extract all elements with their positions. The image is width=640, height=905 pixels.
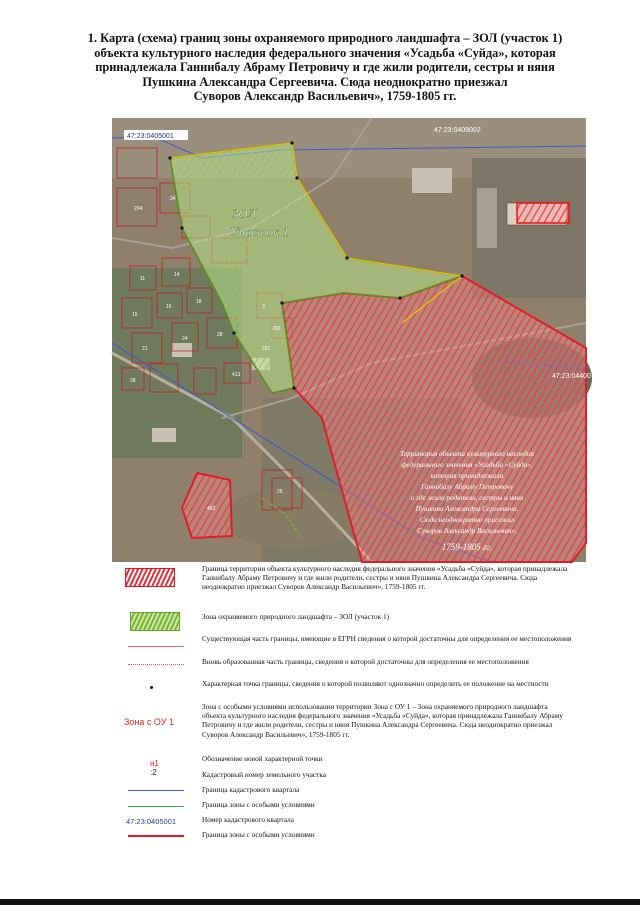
svg-text:Сюда неоднократно приезжал: Сюда неоднократно приезжал <box>419 516 515 524</box>
title-line-2: объекта культурного наследия федерального значения «Усадьба «Суйда», которая <box>94 45 556 60</box>
svg-text:413: 413 <box>232 372 241 378</box>
svg-text:14: 14 <box>174 272 180 278</box>
legend-kv-number-label: 47:23:0405001 <box>126 817 177 826</box>
legend-text-2: Зона охраняемого природного ландшафта – ЗОЛ (участок 1) <box>202 612 390 621</box>
legend-new-point-label: н1 <box>150 759 159 768</box>
svg-text:и где жили родители, сестры и: и где жили родители, сестры и няня <box>410 494 524 502</box>
legend-text-10: Граница зоны с особыми условиями <box>202 800 315 809</box>
title-line-4: Пушкина Александра Сергеевича. Сюда неоднократно приезжал <box>142 74 508 89</box>
map-view[interactable] <box>112 118 591 562</box>
legend-text-7: Обозначение новой характерной точки <box>202 754 323 763</box>
svg-text:18: 18 <box>196 299 202 305</box>
kv-label-1: 47:23:0405001 <box>127 133 174 140</box>
svg-text:28: 28 <box>217 332 223 338</box>
map-title <box>30 31 620 104</box>
industrial-outline <box>517 203 569 223</box>
svg-text:15: 15 <box>132 312 138 318</box>
legend-dotted-line-icon <box>128 664 184 665</box>
svg-text:Суворов Александр Васильевич»,: Суворов Александр Васильевич», <box>417 527 517 535</box>
svg-text:462: 462 <box>207 506 216 512</box>
svg-text:Пушкина Александра Сергеевича.: Пушкина Александра Сергеевича. <box>415 505 519 513</box>
legend-text-11: Номер кадастрового квартала <box>202 815 295 824</box>
svg-text:Ганнибалу Абраму Петровичу: Ганнибалу Абраму Петровичу <box>420 483 514 491</box>
svg-text:федерального значения «Усадьба: федерального значения «Усадьба «Суйда», <box>401 461 533 469</box>
zol-label: ЗОЛ <box>232 206 257 221</box>
svg-text:28: 28 <box>130 378 136 384</box>
svg-text:34: 34 <box>170 196 176 202</box>
svg-text:Территория объекта культурного: Территория объекта культурного наследия <box>400 450 534 458</box>
legend <box>0 560 640 905</box>
legend-text-5: Характерная точка границы, сведения о которой позволяют однозначно определить ее положение на местности <box>202 679 549 688</box>
legend-solid-thin-line-icon <box>128 646 184 647</box>
title-line-1: 1. Карта (схема) границ зоны охраняемого природного ландшафта – ЗОЛ (участок 1) <box>87 31 563 45</box>
svg-text:3: 3 <box>262 304 265 310</box>
legend-green-line-icon <box>128 806 184 807</box>
svg-text:260: 260 <box>272 326 281 332</box>
legend-green-hatch-icon <box>130 612 180 631</box>
svg-text:1759-1805 гг.: 1759-1805 гг. <box>441 542 493 552</box>
svg-text:11: 11 <box>140 276 146 282</box>
legend-blue-line-icon <box>128 790 184 791</box>
legend-text-12: Граница зоны с особыми условиями <box>202 830 315 839</box>
title-line-3: принадлежала Ганнибалу Абраму Петровичу и где жили родители, сестры и няня <box>95 60 555 75</box>
legend-text-6: Зона с особыми условиями использования территории Зона с ОУ 1 – Зона охраняемого природного ландшафта объекта культурного наследия федерального значения «Усадьба «Суйда», которая принадлежала Ганнибалу Абраму Петровичу и где жили родители, сестры и няня Пушкина Александра Сергеевича. Сюда неоднократно приезжал Суворов Александр Васильевич», 1759-1805 гг. <box>202 702 563 739</box>
building <box>412 168 452 193</box>
building <box>152 428 176 442</box>
legend-red-hatch-icon <box>125 568 175 587</box>
svg-text:24: 24 <box>182 336 188 342</box>
legend-text-3: Существующая часть границы, имеющие в ЕГРН сведения о которой достаточны для определения ее местоположения <box>202 634 572 643</box>
legend-text-1: Граница территории объекта культурного наследия федерального значения «Усадьба «Суйда», которая принадлежала Ганнибалу Абраму Петровичу и где жили родители, сестры и няня Пушкина Александра Сергеевича. Сюда неоднократно приезжал Суворов Александр Васильевич», 1759-1805 гг. <box>202 564 568 592</box>
zol-sublabel: Участок 1 <box>230 224 289 239</box>
svg-text:261: 261 <box>262 346 271 352</box>
aerial-map <box>112 118 591 562</box>
svg-text:204: 204 <box>134 206 143 212</box>
kv-label-2: 47:23:0409002 <box>434 127 481 134</box>
title-line-5: Суворов Александр Васильевич», 1759-1805 гг. <box>193 89 457 104</box>
svg-text:21: 21 <box>142 346 148 352</box>
svg-text:которая принадлежала: которая принадлежала <box>430 472 504 480</box>
scan-edge <box>0 899 640 905</box>
legend-point-icon <box>150 686 153 689</box>
svg-text:26: 26 <box>277 489 283 495</box>
legend-thick-red-line-icon <box>128 835 184 837</box>
kv-label-3: 47:23:04400 <box>552 373 591 380</box>
building <box>172 343 192 357</box>
building <box>477 188 497 248</box>
legend-cadastral-number-label: :2 <box>150 768 157 777</box>
svg-text:16: 16 <box>166 304 172 310</box>
legend-text-8: Кадастровый номер земельного участка <box>202 770 327 779</box>
legend-text-9: Граница кадастрового квартала <box>202 785 300 794</box>
legend-zone-label-icon: Зона с ОУ 1 <box>124 717 174 727</box>
legend-text-4: Вновь образованная часть границы, сведения о которой достаточны для определения ее местоположения <box>202 657 529 666</box>
